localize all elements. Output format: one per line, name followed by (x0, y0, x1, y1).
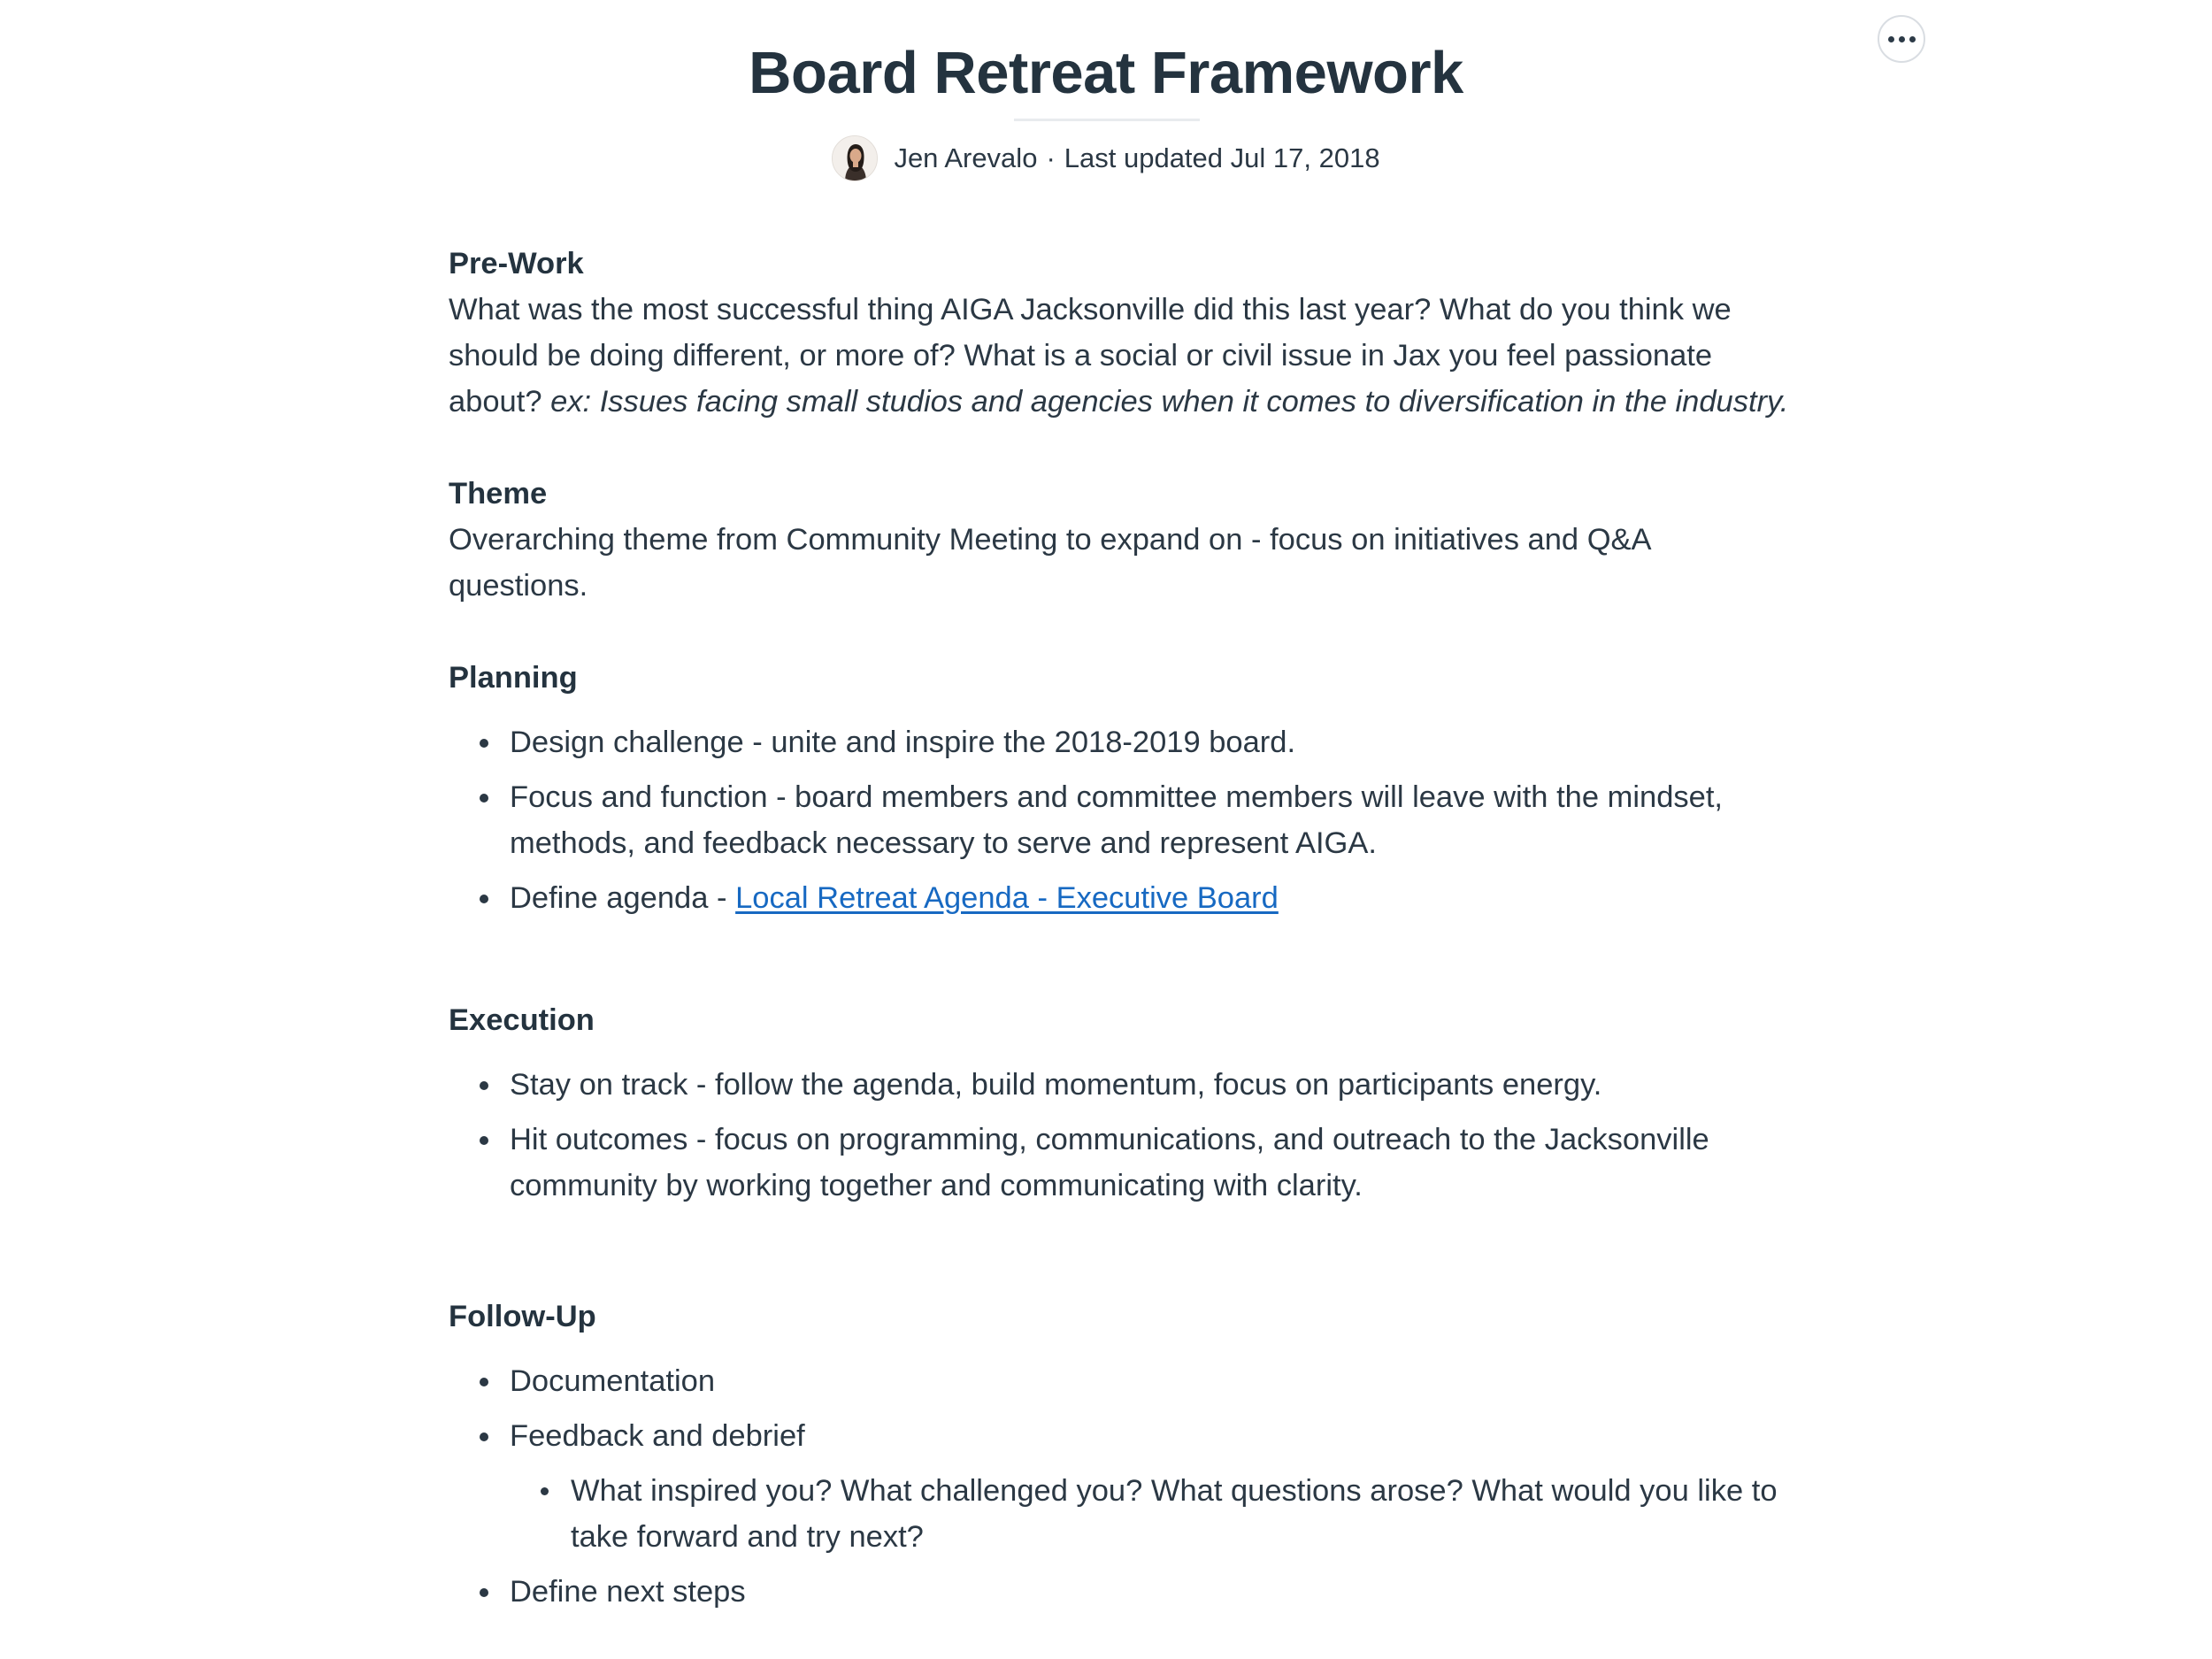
byline-separator: · (1046, 142, 1056, 173)
agenda-link[interactable]: Local Retreat Agenda - Executive Board (735, 881, 1279, 915)
heading-execution: Execution (449, 1003, 595, 1037)
list-item-text: Define agenda - (510, 881, 736, 915)
theme-paragraph: Overarching theme from Community Meeting to expand on - focus on initiatives and Q&A questions. (449, 523, 1650, 603)
page-title: Board Retreat Framework (749, 40, 1463, 106)
prework-text: What was the most successful thing AIGA Jacksonville did this last year? What do you think we should be doing different, or more of? What is a social or civil issue in Jax you feel passionate about? (449, 293, 1732, 419)
list-item (449, 875, 1793, 921)
execution-list (449, 1062, 1793, 1209)
avatar-photo-icon (833, 136, 878, 181)
byline (0, 134, 2212, 182)
followup-list (449, 1358, 1793, 1615)
list-item: Design challenge - unite and inspire the 2018-2019 board. (449, 719, 1793, 765)
list-item: Define next steps (449, 1569, 1793, 1615)
document-body (449, 241, 1793, 1624)
list-item-text: Feedback and debrief (510, 1419, 805, 1453)
heading-planning: Planning (449, 661, 578, 695)
list-item: Stay on track - follow the agenda, build momentum, focus on participants energy. (449, 1062, 1793, 1108)
followup-sublist (510, 1468, 1793, 1560)
prework-example: ex: Issues facing small studios and agencies when it comes to diversification in the industry. (550, 385, 1789, 419)
heading-followup: Follow-Up (449, 1300, 596, 1333)
list-item: What inspired you? What challenged you? What questions arose? What would you like to take forward and try next? (510, 1468, 1793, 1560)
list-item (449, 1413, 1793, 1560)
heading-prework: Pre-Work (449, 247, 584, 280)
list-item: Documentation (449, 1358, 1793, 1404)
heading-theme: Theme (449, 477, 548, 511)
list-item: Focus and function - board members and committee members will leave with the mindset, methods, and feedback necessary to serve and represent AIGA. (449, 774, 1793, 866)
avatar[interactable] (832, 135, 878, 181)
last-updated: Last updated Jul 17, 2018 (1064, 142, 1380, 173)
author-name[interactable]: Jen Arevalo (894, 142, 1038, 173)
list-item: Hit outcomes - focus on programming, communications, and outreach to the Jacksonville community by working together and communicating with clarity. (449, 1117, 1793, 1209)
planning-list (449, 719, 1793, 921)
title-divider (1014, 119, 1200, 121)
prework-paragraph (449, 287, 1793, 425)
